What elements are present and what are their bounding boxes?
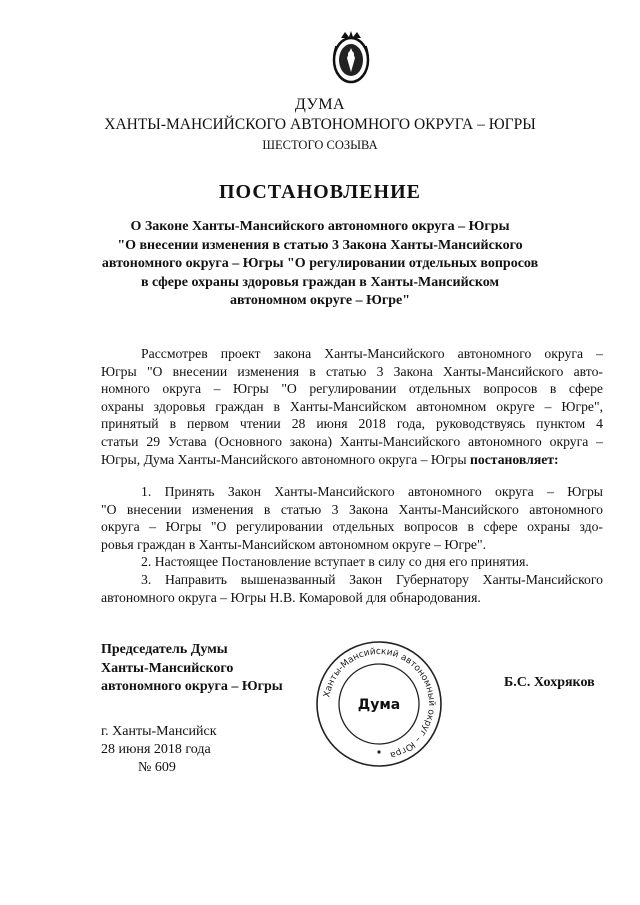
issue-place: г. Ханты-Мансийск (101, 724, 217, 739)
organization-region: ХАНТЫ-МАНСИЙСКОГО АВТОНОМНОГО ОКРУГА – ЮГРЫ (104, 116, 536, 133)
signatory-title (101, 641, 283, 697)
subject-line: автономного округа – Югры "О регулировании отдельных вопросов (101, 256, 539, 271)
subject-line: автономном округе – Югре" (229, 293, 411, 308)
text-line: охраны здоровья граждан в Ханты-Мансийском автономном округе – Югре", (101, 398, 603, 414)
text-line: статьи 29 Устава (Основного закона) Ханты-Мансийского автономного округа – (101, 433, 603, 449)
document-issue-info (101, 723, 217, 777)
signatory-title-line: Ханты-Мансийского (101, 660, 234, 676)
subject-line: в сфере охраны здоровья граждан в Ханты-Мансийском (141, 274, 499, 290)
signatory-title-line: Председатель Думы (101, 642, 228, 657)
item-3-line: автономного округа – Югры Н.В. Комаровой для обнародования. (101, 589, 481, 605)
text-line: принятый в первом чтении 28 июня 2018 года, руководствуясь пунктом 4 (101, 416, 603, 432)
resolves-keyword: постановляет: (470, 451, 559, 467)
document-type-title: ПОСТАНОВЛЕНИЕ (219, 181, 421, 203)
issue-date: 28 июня 2018 года (101, 742, 211, 757)
text-line: Югры "О внесении изменения в статью 3 Закона Ханты-Мансийского авто- (101, 363, 603, 379)
subject-line: "О внесении изменения в статью 3 Закона Ханты-Мансийского (117, 237, 523, 253)
document-number: № 609 (138, 760, 176, 775)
item-3-line: 3. Направить вышеназванный Закон Губернатору Ханты-Мансийского (141, 571, 603, 587)
convocation: ШЕСТОГО СОЗЫВА (262, 138, 378, 152)
item-1-line: 1. Принять Закон Ханты-Мансийского автономного округа – Югры (141, 484, 603, 499)
signatory-title-line: автономного округа – Югры (101, 679, 283, 694)
item-1-line: ровья граждан в Ханты-Мансийском автономном округе – Югре". (101, 536, 486, 552)
resolution-items (101, 483, 603, 606)
text-line: номного округа – Югры "О регулировании отдельных вопросов в сфере (101, 381, 603, 397)
item-1-line: "О внесении изменения в статью 3 Закона Ханты-Мансийского автономного (101, 501, 603, 517)
coat-of-arms-icon (327, 28, 375, 88)
subject-line: О Законе Ханты-Мансийского автономного округа – Югры (130, 219, 510, 234)
signatory-name: Б.С. Хохряков (504, 675, 595, 690)
item-1-line: округа – Югры "О регулировании отдельных вопросов в сфере охраны здо- (101, 519, 603, 535)
document-subject (0, 218, 640, 311)
text-line: Югры, Дума Ханты-Мансийского автономного округа – Югры (101, 451, 467, 467)
official-seal (313, 638, 445, 770)
item-2: 2. Настоящее Постановление вступает в силу со дня его принятия. (141, 554, 529, 570)
organization-name: ДУМА (294, 96, 346, 113)
text-line-final (101, 451, 603, 469)
text-line: Рассмотрев проект закона Ханты-Мансийского автономного округа – (141, 346, 603, 361)
seal-ring-text: Ханты-Мансийский автономный округ – Югра (322, 646, 437, 760)
seal-center-text: Дума (357, 697, 401, 713)
preamble-paragraph (101, 345, 603, 468)
